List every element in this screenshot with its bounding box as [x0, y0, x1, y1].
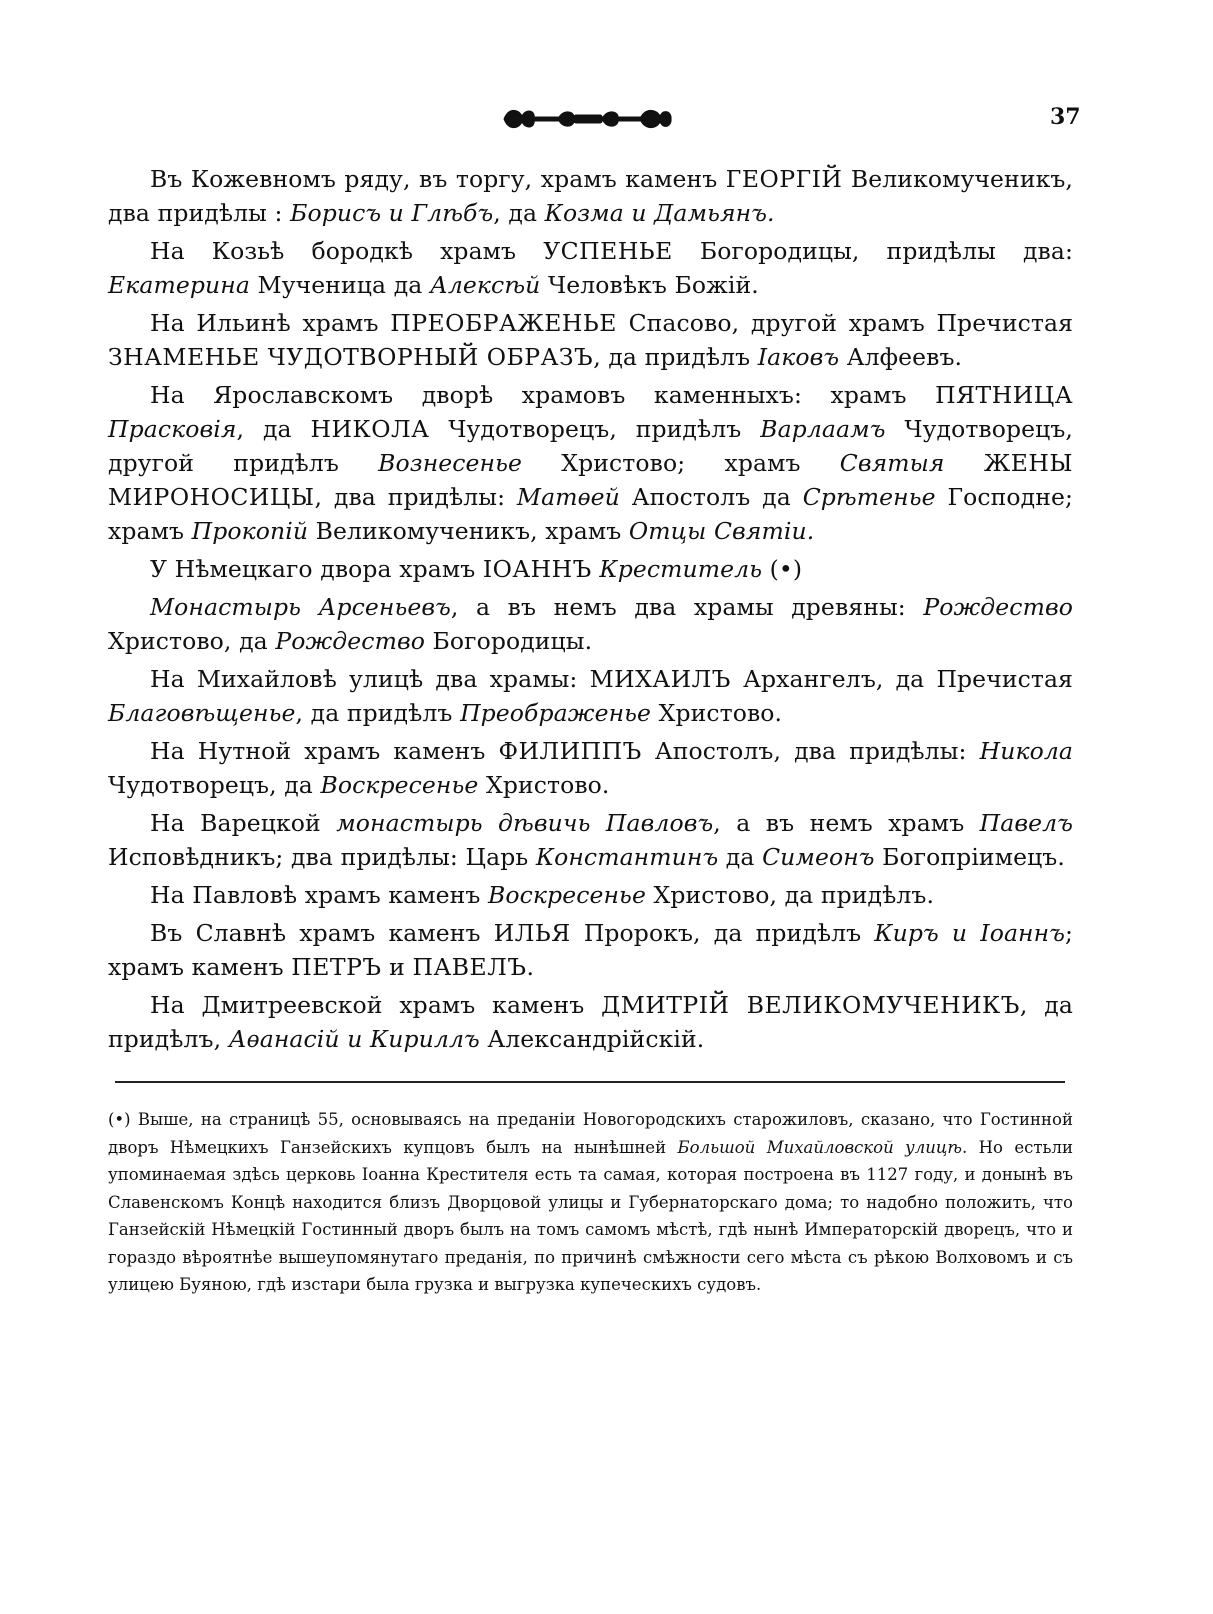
italic-text: Варлаамъ — [760, 415, 886, 443]
italic-text: Преображенье — [460, 699, 652, 727]
italic-text: Прасковія — [108, 415, 237, 443]
paragraph — [108, 806, 1073, 874]
text-run: Спасово, другой храмъ Пречистая — [616, 309, 1073, 337]
text-run: ; храмъ каменъ — [108, 919, 1074, 981]
page-header — [0, 100, 1213, 140]
saint-name: ЖЕНЫ МИРОНОСИЦЫ — [108, 449, 1073, 511]
text-run: , а въ немъ два храмы древяны: — [450, 593, 924, 621]
text-run: Апостолъ, два придѣлы: — [641, 737, 980, 765]
paragraph — [108, 234, 1073, 302]
italic-text: Екатерина — [108, 271, 250, 299]
italic-text: Рождество — [275, 627, 425, 655]
text-run: Человѣкъ Божій. — [540, 271, 759, 299]
text-run: , да — [236, 415, 311, 443]
italic-text: Отцы Святіи. — [628, 517, 815, 545]
paragraph — [108, 988, 1073, 1056]
italic-text: Благовѣщенье — [108, 699, 296, 727]
saint-name: УСПЕНЬЕ — [543, 237, 673, 265]
paragraph — [108, 306, 1073, 374]
text-run: , а въ немъ храмъ — [713, 809, 980, 837]
text-run: На Павловѣ храмъ каменъ — [150, 881, 489, 909]
text-run: (•) — [762, 555, 803, 583]
paragraph — [108, 662, 1073, 730]
italic-text: монастырь дѣвичь Павловъ — [336, 809, 714, 837]
paragraph — [108, 162, 1073, 230]
italic-text: Рождество — [923, 593, 1073, 621]
main-text — [108, 162, 1073, 1060]
saint-name: ФИЛИППЪ — [498, 737, 642, 765]
text-run: У Нѣмецкаго двора храмъ — [150, 555, 483, 583]
italic-text: Монастырь Арсеньевъ — [150, 593, 451, 621]
text-run: Христово; храмъ — [522, 449, 840, 477]
text-run: Апостолъ да — [619, 483, 803, 511]
text-run: Богородицы. — [424, 627, 593, 655]
paragraph — [108, 378, 1073, 548]
text-run: На Нутной храмъ каменъ — [150, 737, 499, 765]
text-run: . — [526, 953, 535, 981]
text-run: Мученица да — [249, 271, 430, 299]
italic-text: Никола — [979, 737, 1073, 765]
paragraph — [108, 590, 1073, 658]
text-run: Чудотворецъ, да — [108, 771, 321, 799]
text-run: Пророкъ, да придѣлъ — [570, 919, 875, 947]
decorative-ornament-icon — [500, 104, 675, 134]
text-run: Господне; храмъ — [108, 483, 1073, 545]
footnote — [108, 1106, 1073, 1299]
text-run: , да придѣлъ — [295, 699, 461, 727]
text-run: Великомученикъ, два придѣлы : — [108, 165, 1073, 227]
italic-text: Вознесенье — [378, 449, 523, 477]
text-run: Исповѣдникъ; два придѣлы: Царь — [108, 843, 536, 871]
italic-text: Прокопій — [191, 517, 309, 545]
saint-name: ПАВЕЛЪ — [412, 953, 527, 981]
text-run: Великомученикъ, храмъ — [308, 517, 629, 545]
page-number: 37 — [1050, 104, 1081, 130]
saint-name: ІОАННЪ — [482, 555, 592, 583]
text-run: , да — [493, 199, 545, 227]
text-run: Христово. — [478, 771, 610, 799]
italic-text: Срѣтенье — [802, 483, 936, 511]
text-run: На Дмитреевской храмъ каменъ — [150, 991, 602, 1019]
italic-text: Борисъ и Глѣбъ — [290, 199, 494, 227]
text-run: На Михайловѣ улицѣ два храмы: — [150, 665, 590, 693]
text-run: . Но естьли упоминаемая здѣсь церковь Іоанна Крестителя есть та самая, которая построена въ 1127 году, и донынѣ въ Славенскомъ Концѣ находится близъ Дворцовой улицы и Губернаторскаго дома; то надобно положить, что Ганзейскій Нѣмецкій Гостинный дворъ былъ на томъ самомъ мѣстѣ, гдѣ нынѣ Императорскій дворецъ, что и гораздо вѣроятнѣе вышеупомянутаго преданія, по причинѣ смѣжности сего мѣста съ рѣкою Волховомъ и съ улицею Буяною, гдѣ изстари была грузка и выгрузка купеческихъ судовъ. — [108, 1137, 1073, 1294]
saint-name: ГЕОРГІЙ — [725, 165, 843, 193]
italic-text: Воскресенье — [320, 771, 479, 799]
text-run — [945, 449, 984, 477]
italic-text: Матѳей — [516, 483, 620, 511]
text-run: На Козьѣ бородкѣ храмъ — [150, 237, 544, 265]
italic-text: Симеонъ — [762, 843, 875, 871]
text-run: На Ильинѣ храмъ — [150, 309, 391, 337]
text-run: Христово, да — [108, 627, 276, 655]
italic-text: Павелъ — [979, 809, 1073, 837]
italic-text: Аѳанасій и Кириллъ — [228, 1025, 480, 1053]
text-run: да — [718, 843, 763, 871]
paragraph — [108, 734, 1073, 802]
text-run: Алфеевъ. — [839, 343, 963, 371]
italic-text: Алексѣй — [429, 271, 541, 299]
paragraph — [108, 552, 1073, 586]
saint-name: ПЕТРЪ — [291, 953, 382, 981]
text-run: (•) Выше, на страницѣ 55, основываясь на преданіи Новогородскихъ старожиловъ, сказано, что Гостинной дворъ Нѣмецкихъ Ганзейскихъ купцовъ былъ на нынѣшней — [108, 1110, 1073, 1157]
paragraph — [108, 916, 1073, 984]
text-run: Въ Славнѣ храмъ каменъ — [150, 919, 494, 947]
text-run: Богопріимецъ. — [874, 843, 1065, 871]
italic-text: Константинъ — [535, 843, 719, 871]
text-run: Въ Кожевномъ ряду, въ торгу, храмъ каменъ — [150, 165, 726, 193]
italic-text: Іаковъ — [757, 343, 840, 371]
text-run: Александрійскій. — [479, 1025, 705, 1053]
text-run: Чудотворецъ, придѣлъ — [429, 415, 761, 443]
italic-text: Креститель — [599, 555, 763, 583]
saint-name: ЗНАМЕНЬЕ ЧУДОТВОРНЫЙ ОБРАЗЪ — [108, 343, 594, 371]
italic-text: Воскресенье — [488, 881, 646, 909]
text-run: и — [381, 953, 413, 981]
text-run: Богородицы, придѣлы два: — [672, 237, 1074, 265]
saint-name: ПРЕОБРАЖЕНЬЕ — [390, 309, 617, 337]
text-run: Христово. — [651, 699, 783, 727]
text-run: Чудотворецъ, другой придѣлъ — [108, 415, 1073, 477]
text-run: На Варецкой — [150, 809, 337, 837]
text-run: , да придѣлъ — [593, 343, 758, 371]
italic-text: Козма и Дамьянъ. — [544, 199, 775, 227]
text-run: , два придѣлы: — [314, 483, 517, 511]
saint-name: НИКОЛА — [310, 415, 430, 443]
text-run: На Ярославскомъ дворѣ храмовъ каменныхъ: храмъ — [150, 381, 936, 409]
saint-name: ДМИТРІЙ ВЕЛИКОМУЧЕНИКЪ — [601, 991, 1020, 1019]
paragraph — [108, 878, 1073, 912]
saint-name: ИЛЬЯ — [493, 919, 571, 947]
text-run: , да придѣлъ, — [108, 991, 1073, 1053]
italic-text: Святыя — [839, 449, 945, 477]
italic-text: Большой Михайловской улицѣ — [677, 1137, 962, 1157]
footnote-divider — [115, 1081, 1065, 1083]
saint-name: МИХАИЛЪ — [589, 665, 731, 693]
italic-text: Киръ и Іоаннъ — [874, 919, 1065, 947]
text-run: Архангелъ, да Пречистая — [730, 665, 1073, 693]
text-run: Христово, да придѣлъ. — [645, 881, 935, 909]
saint-name: ПЯТНИЦА — [935, 381, 1073, 409]
